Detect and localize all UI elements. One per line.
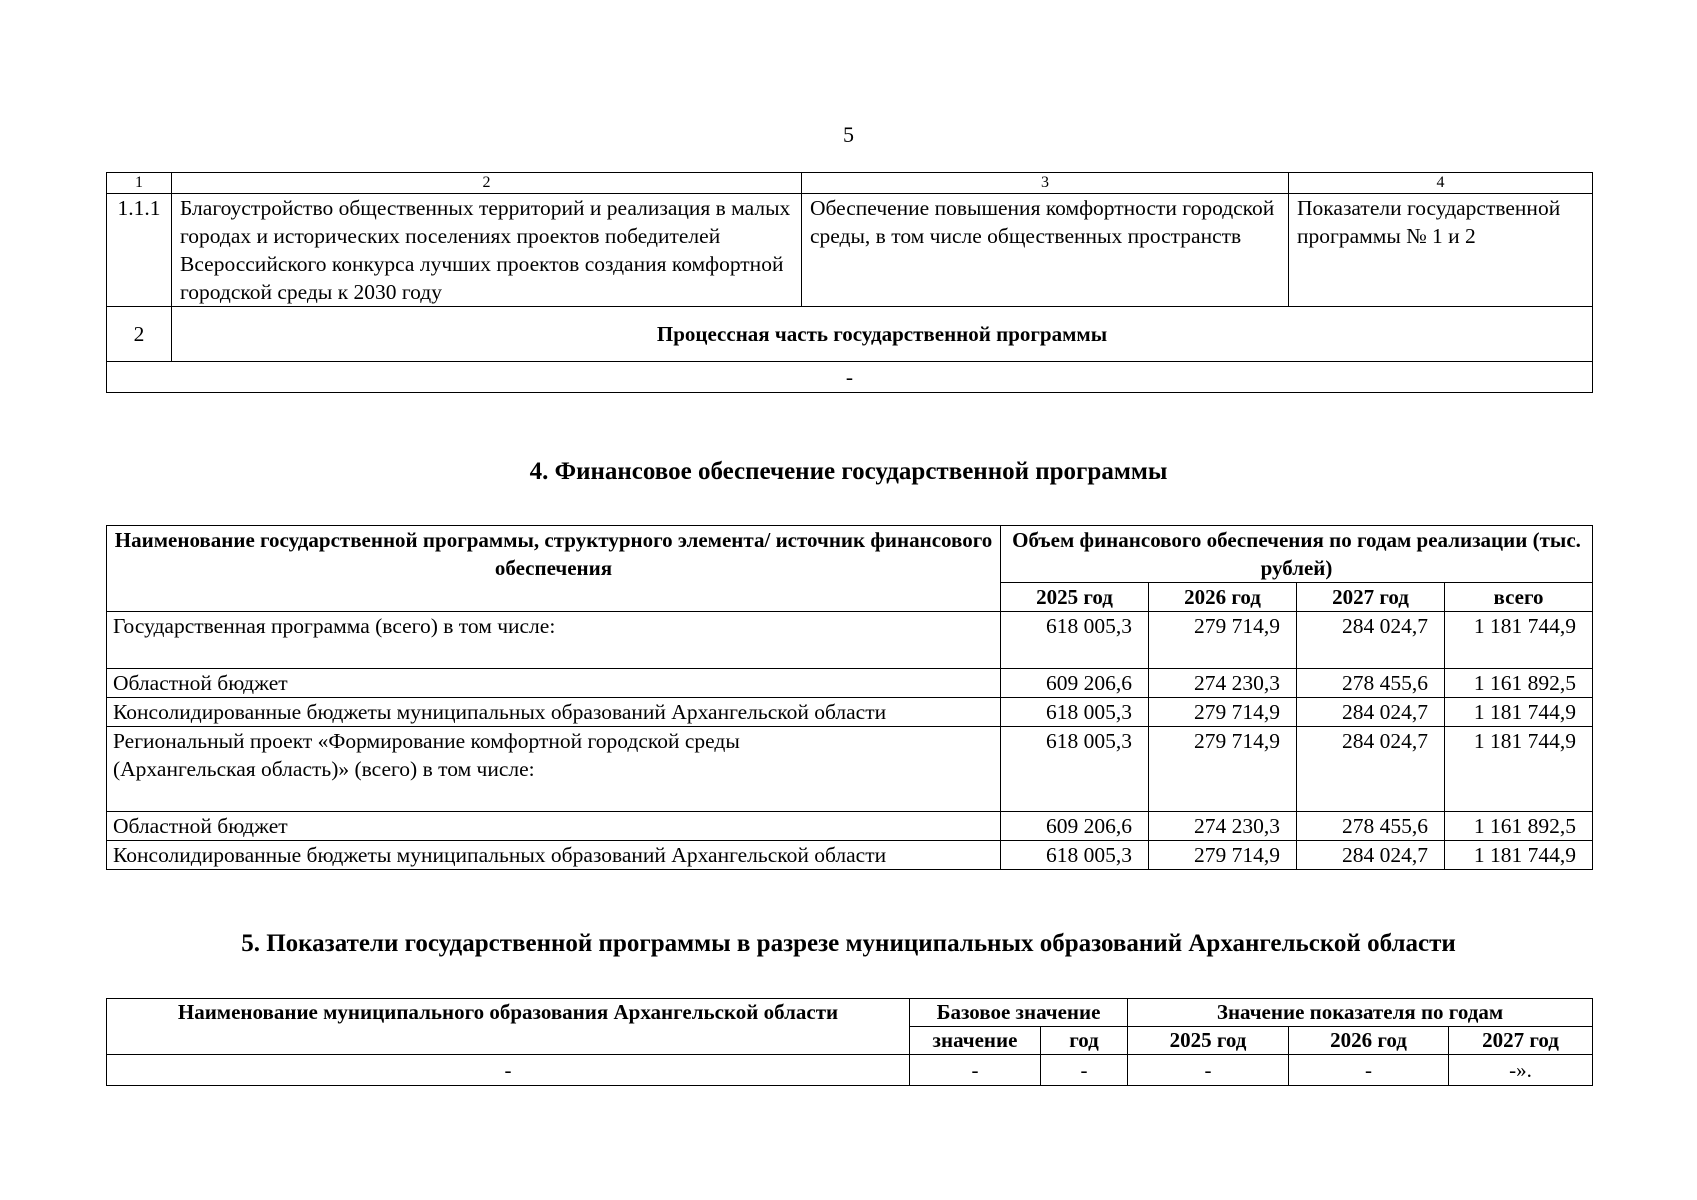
- value-cell: 278 455,6: [1297, 669, 1445, 698]
- source-name: Областной бюджет: [107, 669, 1001, 698]
- table-cell: -: [910, 1055, 1041, 1086]
- sub-header: 2025 год: [1128, 1027, 1289, 1055]
- sub-header: год: [1041, 1027, 1128, 1055]
- value-cell: 274 230,3: [1149, 669, 1297, 698]
- source-name: Консолидированные бюджеты муниципальных образований Архангельской области: [107, 698, 1001, 727]
- table-cell: -: [1128, 1055, 1289, 1086]
- table-row: [107, 1055, 1593, 1086]
- table-row: [107, 307, 1593, 362]
- table-cell: -».: [1449, 1055, 1593, 1086]
- sub-header: значение: [910, 1027, 1041, 1055]
- page-number: 5: [843, 122, 854, 147]
- value-cell: 1 181 744,9: [1445, 612, 1593, 669]
- table-row: [107, 669, 1593, 698]
- sub-header: 2026 год: [1289, 1027, 1449, 1055]
- header-row: [107, 526, 1593, 583]
- value-cell: 618 005,3: [1001, 612, 1149, 669]
- source-name: Государственная программа (всего) в том числе:: [107, 612, 1001, 669]
- column-number: 2: [172, 173, 802, 194]
- value-cell: 284 024,7: [1297, 727, 1445, 812]
- column-number-row: [107, 173, 1593, 194]
- value-cell: 279 714,9: [1149, 698, 1297, 727]
- year-header: 2025 год: [1001, 583, 1149, 612]
- empty-row-dash: -: [107, 362, 1593, 393]
- section-4-heading: 4. Финансовое обеспечение государственной программы: [529, 458, 1168, 485]
- column-number: 1: [107, 173, 172, 194]
- column-number: 4: [1289, 173, 1593, 194]
- row-number: 1.1.1: [107, 194, 172, 307]
- table-row: [107, 727, 1593, 812]
- value-cell: 618 005,3: [1001, 727, 1149, 812]
- year-header: 2026 год: [1149, 583, 1297, 612]
- source-name: Областной бюджет: [107, 812, 1001, 841]
- value-cell: 618 005,3: [1001, 841, 1149, 870]
- value-cell: 279 714,9: [1149, 727, 1297, 812]
- value-cell: 274 230,3: [1149, 812, 1297, 841]
- table-row: [107, 698, 1593, 727]
- financing-table: [106, 525, 1593, 870]
- section-row-title: Процессная часть государственной программы: [172, 307, 1593, 362]
- table-cell: -: [1041, 1055, 1128, 1086]
- value-cell: 609 206,6: [1001, 669, 1149, 698]
- source-name: Консолидированные бюджеты муниципальных образований Архангельской области: [107, 841, 1001, 870]
- header-name: Наименование государственной программы, структурного элемента/ источник финансового обеспечения: [107, 526, 1001, 612]
- value-cell: 1 161 892,5: [1445, 669, 1593, 698]
- value-cell: 1 181 744,9: [1445, 698, 1593, 727]
- header-values: Значение показателя по годам: [1128, 999, 1593, 1027]
- table-cell: -: [1289, 1055, 1449, 1086]
- value-cell: 1 181 744,9: [1445, 727, 1593, 812]
- value-cell: 1 161 892,5: [1445, 812, 1593, 841]
- table-row: [107, 612, 1593, 669]
- table-row: [107, 362, 1593, 393]
- value-cell: 279 714,9: [1149, 841, 1297, 870]
- value-cell: 618 005,3: [1001, 698, 1149, 727]
- value-cell: 1 181 744,9: [1445, 841, 1593, 870]
- value-cell: 284 024,7: [1297, 698, 1445, 727]
- value-cell: 284 024,7: [1297, 841, 1445, 870]
- table-row: [107, 841, 1593, 870]
- table-row: [107, 812, 1593, 841]
- value-cell: 278 455,6: [1297, 812, 1445, 841]
- link-cell: Показатели государственной программы № 1 и 2: [1289, 194, 1593, 307]
- year-header: 2027 год: [1297, 583, 1445, 612]
- value-cell: 279 714,9: [1149, 612, 1297, 669]
- value-cell: 609 206,6: [1001, 812, 1149, 841]
- column-number: 3: [802, 173, 1289, 194]
- header-row: [107, 999, 1593, 1027]
- effect-cell: Обеспечение повышения комфортности городской среды, в том числе общественных пространств: [802, 194, 1289, 307]
- header-base: Базовое значение: [910, 999, 1128, 1027]
- source-name: Региональный проект «Формирование комфортной городской среды (Архангельская область)» (всего) в том числе:: [107, 727, 1001, 812]
- header-volume: Объем финансового обеспечения по годам реализации (тыс. рублей): [1001, 526, 1593, 583]
- header-name: Наименование муниципального образования Архангельской области: [107, 999, 910, 1055]
- sub-header: 2027 год: [1449, 1027, 1593, 1055]
- row-number: 2: [107, 307, 172, 362]
- value-cell: 284 024,7: [1297, 612, 1445, 669]
- municipal-indicators-table: [106, 998, 1593, 1086]
- task-cell: Благоустройство общественных территорий и реализация в малых городах и исторических поселениях проектов победителей Всероссийского конкурса лучших проектов создания комфортной городской среды к 2030 году: [172, 194, 802, 307]
- table-cell: -: [107, 1055, 910, 1086]
- year-header: всего: [1445, 583, 1593, 612]
- structure-table: [106, 172, 1593, 393]
- table-row: [107, 194, 1593, 307]
- section-5-heading: 5. Показатели государственной программы в разрезе муниципальных образований Архангельской области: [241, 930, 1456, 957]
